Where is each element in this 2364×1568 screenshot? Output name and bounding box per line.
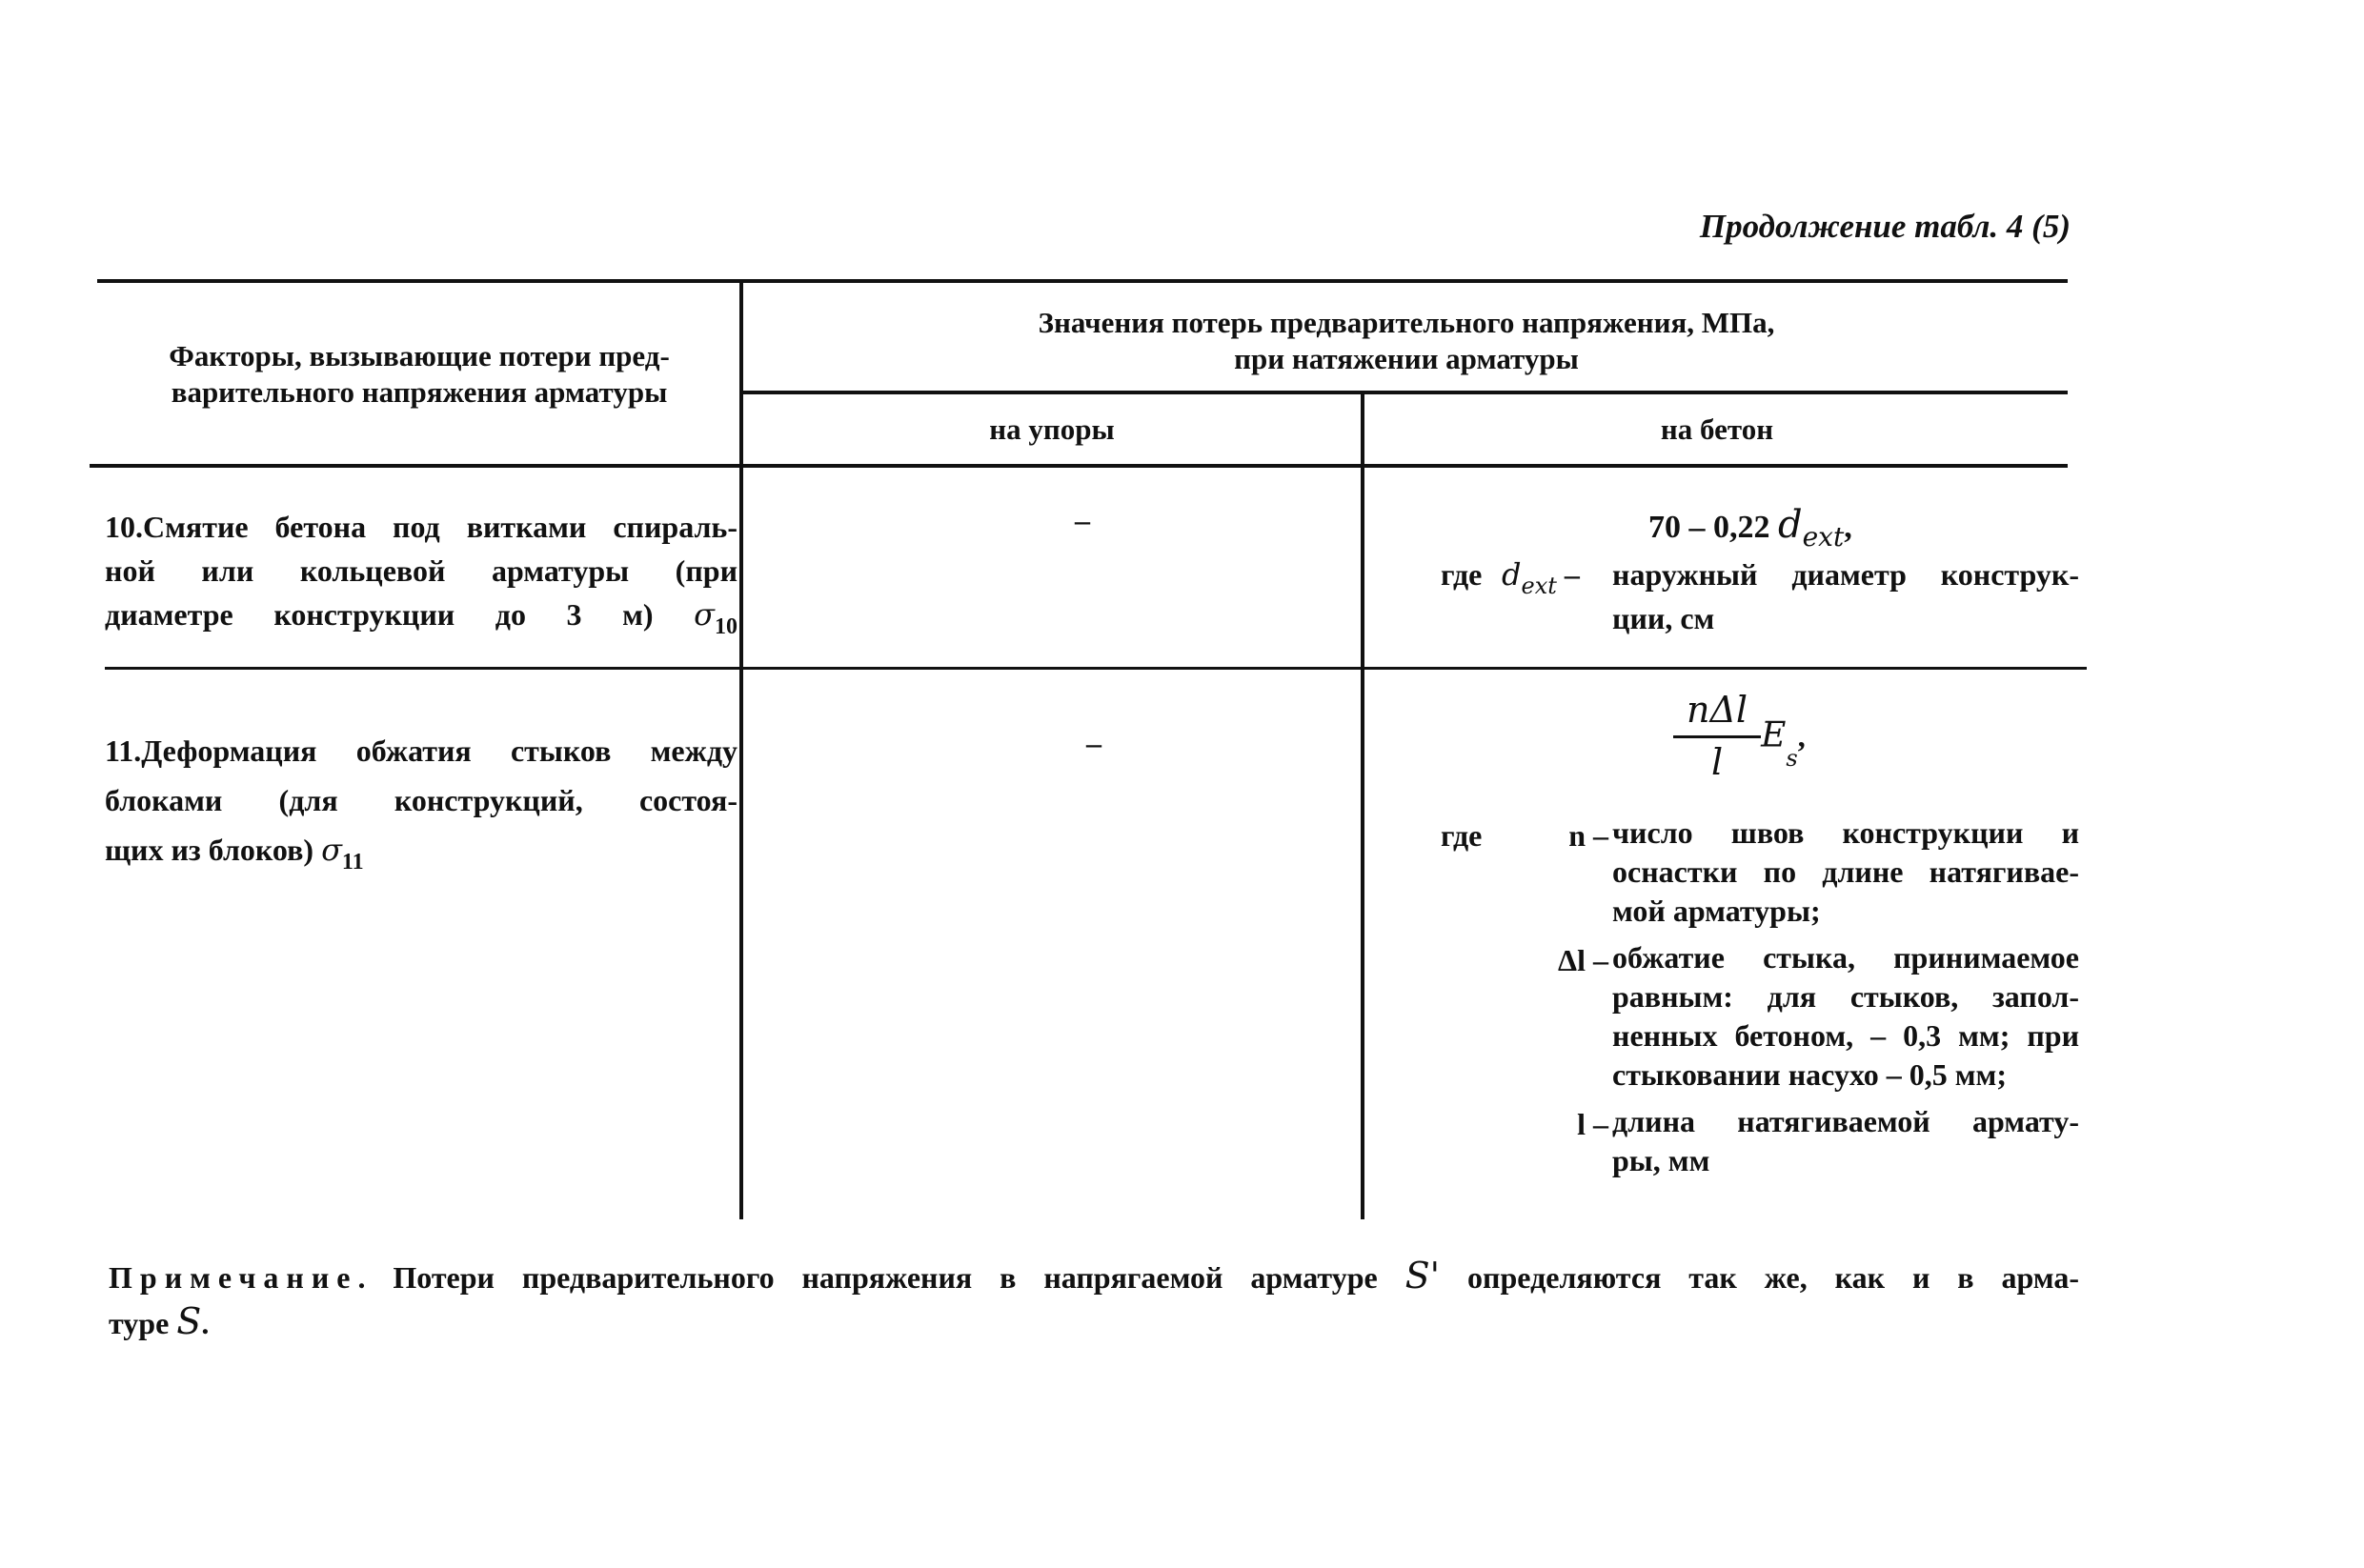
row-10-factor-text3: диаметре конструкции до 3 м) (105, 597, 654, 632)
header-factors-line1: Факторы, вызывающие потери пред- (169, 339, 670, 372)
column-divider-2 (1361, 392, 1364, 1219)
note-text-part1: . Потери предварительного напряжения в напрягаемой арматуре (357, 1260, 1378, 1295)
note (109, 1254, 2079, 1345)
row-11-def-n-symbol: n – (1568, 818, 1608, 853)
table-continuation-caption: Продолжение табл. 4 (5) (1699, 208, 2071, 245)
row-10-def-var: d (1502, 556, 1522, 593)
row-10-number: 10. (105, 510, 143, 544)
row-11-number: 11. (105, 734, 142, 768)
header-factors-line2: варительного напряжения арматуры (171, 375, 668, 409)
row-10-formula (1648, 503, 1852, 559)
row-11-def-n-line1: число швов конструкции и (1612, 815, 2079, 850)
row-11-formula (1673, 688, 1806, 784)
row-10-stops-value: – (1075, 503, 1090, 537)
row-10-formula-prefix: 70 – 0,22 (1648, 510, 1770, 545)
note-line1 (109, 1254, 2079, 1299)
row-11-def-dl-text (1612, 938, 2079, 1095)
row-11-formula-factor: E (1761, 715, 1787, 755)
row-divider (105, 667, 2087, 670)
header-bottom-rule (90, 464, 2068, 468)
note-line2 (109, 1299, 2079, 1345)
row-11-def-dl-symbol: Δl – (1558, 943, 1608, 977)
row-11-fraction-denominator: l (1710, 741, 1724, 783)
row-11-factor-text3: щих из блоков) (105, 833, 314, 867)
row-10-def-line1: наружный диаметр конструк- (1612, 557, 2079, 592)
row-11-def-l-line1: длина натягиваемой армату- (1612, 1104, 2079, 1138)
header-values-line2: при натяжении арматуры (1234, 342, 1579, 375)
row-10-formula-sub: ext (1802, 521, 1845, 553)
row-11-def-dl-line4: стыковании насухо – 0,5 мм; (1612, 1057, 2007, 1092)
row-10-def-dash: – (1564, 557, 1580, 592)
row-11-factor-line2: блоками (для конструкций, состоя- (105, 783, 737, 817)
row-10-formula-suffix: , (1844, 510, 1852, 545)
table-top-rule (97, 279, 2068, 283)
row-10-factor-line3 (105, 593, 737, 649)
row-10-factor (105, 505, 737, 649)
row-11-factor-line1 (105, 726, 737, 775)
row-11-def-dl-line3: ненных бетоном, – 0,3 мм; при (1612, 1018, 2079, 1053)
row-11-def-n-line2: оснастки по длине натягивае- (1612, 854, 2079, 889)
row-11-def-l-line2: ры, мм (1612, 1143, 1710, 1177)
header-values-line1: Значения потерь предварительного напряжения, МПа, (1038, 306, 1775, 339)
header-col-concrete: на бетон (1660, 412, 1774, 446)
row-11-def-dl-line2: равным: для стыков, запол- (1612, 979, 2079, 1014)
row-11-def-l-symbol: l – (1577, 1107, 1608, 1141)
note-text-part2: определяются так же, как и в арма- (1467, 1260, 2080, 1295)
note-text-part3: туре (109, 1306, 170, 1340)
note-var-s-prime: S' (1404, 1255, 1441, 1297)
row-11-symbol: $\sigma_{11}$ (321, 832, 364, 874)
note-end: . (201, 1306, 210, 1340)
row-11-factor (105, 726, 737, 887)
row-10-where: где (1441, 557, 1483, 592)
row-10-def-text (1612, 553, 2079, 640)
note-var-s: S (176, 1300, 202, 1342)
row-11-def-l-text (1612, 1102, 2079, 1180)
row-10-factor-text1: Смятие бетона под витками спираль- (143, 510, 737, 544)
row-10-def-sub: ext (1521, 573, 1557, 599)
header-subrule (740, 391, 2068, 394)
header-col-stops: на упоры (989, 412, 1115, 446)
row-10-factor-line2: ной или кольцевой арматуры (при (105, 553, 737, 588)
row-11-stops-value: – (1086, 726, 1101, 760)
header-factors (105, 338, 734, 411)
note-label: Примечание (109, 1260, 358, 1295)
row-10-def-symbol (1502, 553, 1580, 608)
row-11-def-n-line3: мой арматуры; (1612, 894, 1821, 928)
row-11-fraction-numerator: nΔl (1673, 688, 1761, 738)
row-11-where: где (1441, 818, 1483, 853)
row-10-def-line2: ции, см (1612, 601, 1715, 635)
row-11-def-dl-line1: обжатие стыка, принимаемое (1612, 940, 2079, 975)
row-11-factor-line3 (105, 825, 737, 887)
row-10-factor-line1 (105, 505, 737, 549)
row-11-def-n-text (1612, 814, 2079, 931)
row-11-fraction (1673, 688, 1761, 784)
row-11-formula-suffix: , (1797, 718, 1806, 754)
row-10-formula-var: d (1778, 503, 1803, 547)
row-10-symbol: $\sigma_{10}$ (694, 596, 737, 639)
header-values (745, 305, 2068, 377)
row-11-factor-text1: Деформация обжатия стыков между (141, 734, 737, 768)
row-11-formula-factor-sub: s (1786, 744, 1798, 772)
column-divider-1 (739, 281, 743, 1219)
